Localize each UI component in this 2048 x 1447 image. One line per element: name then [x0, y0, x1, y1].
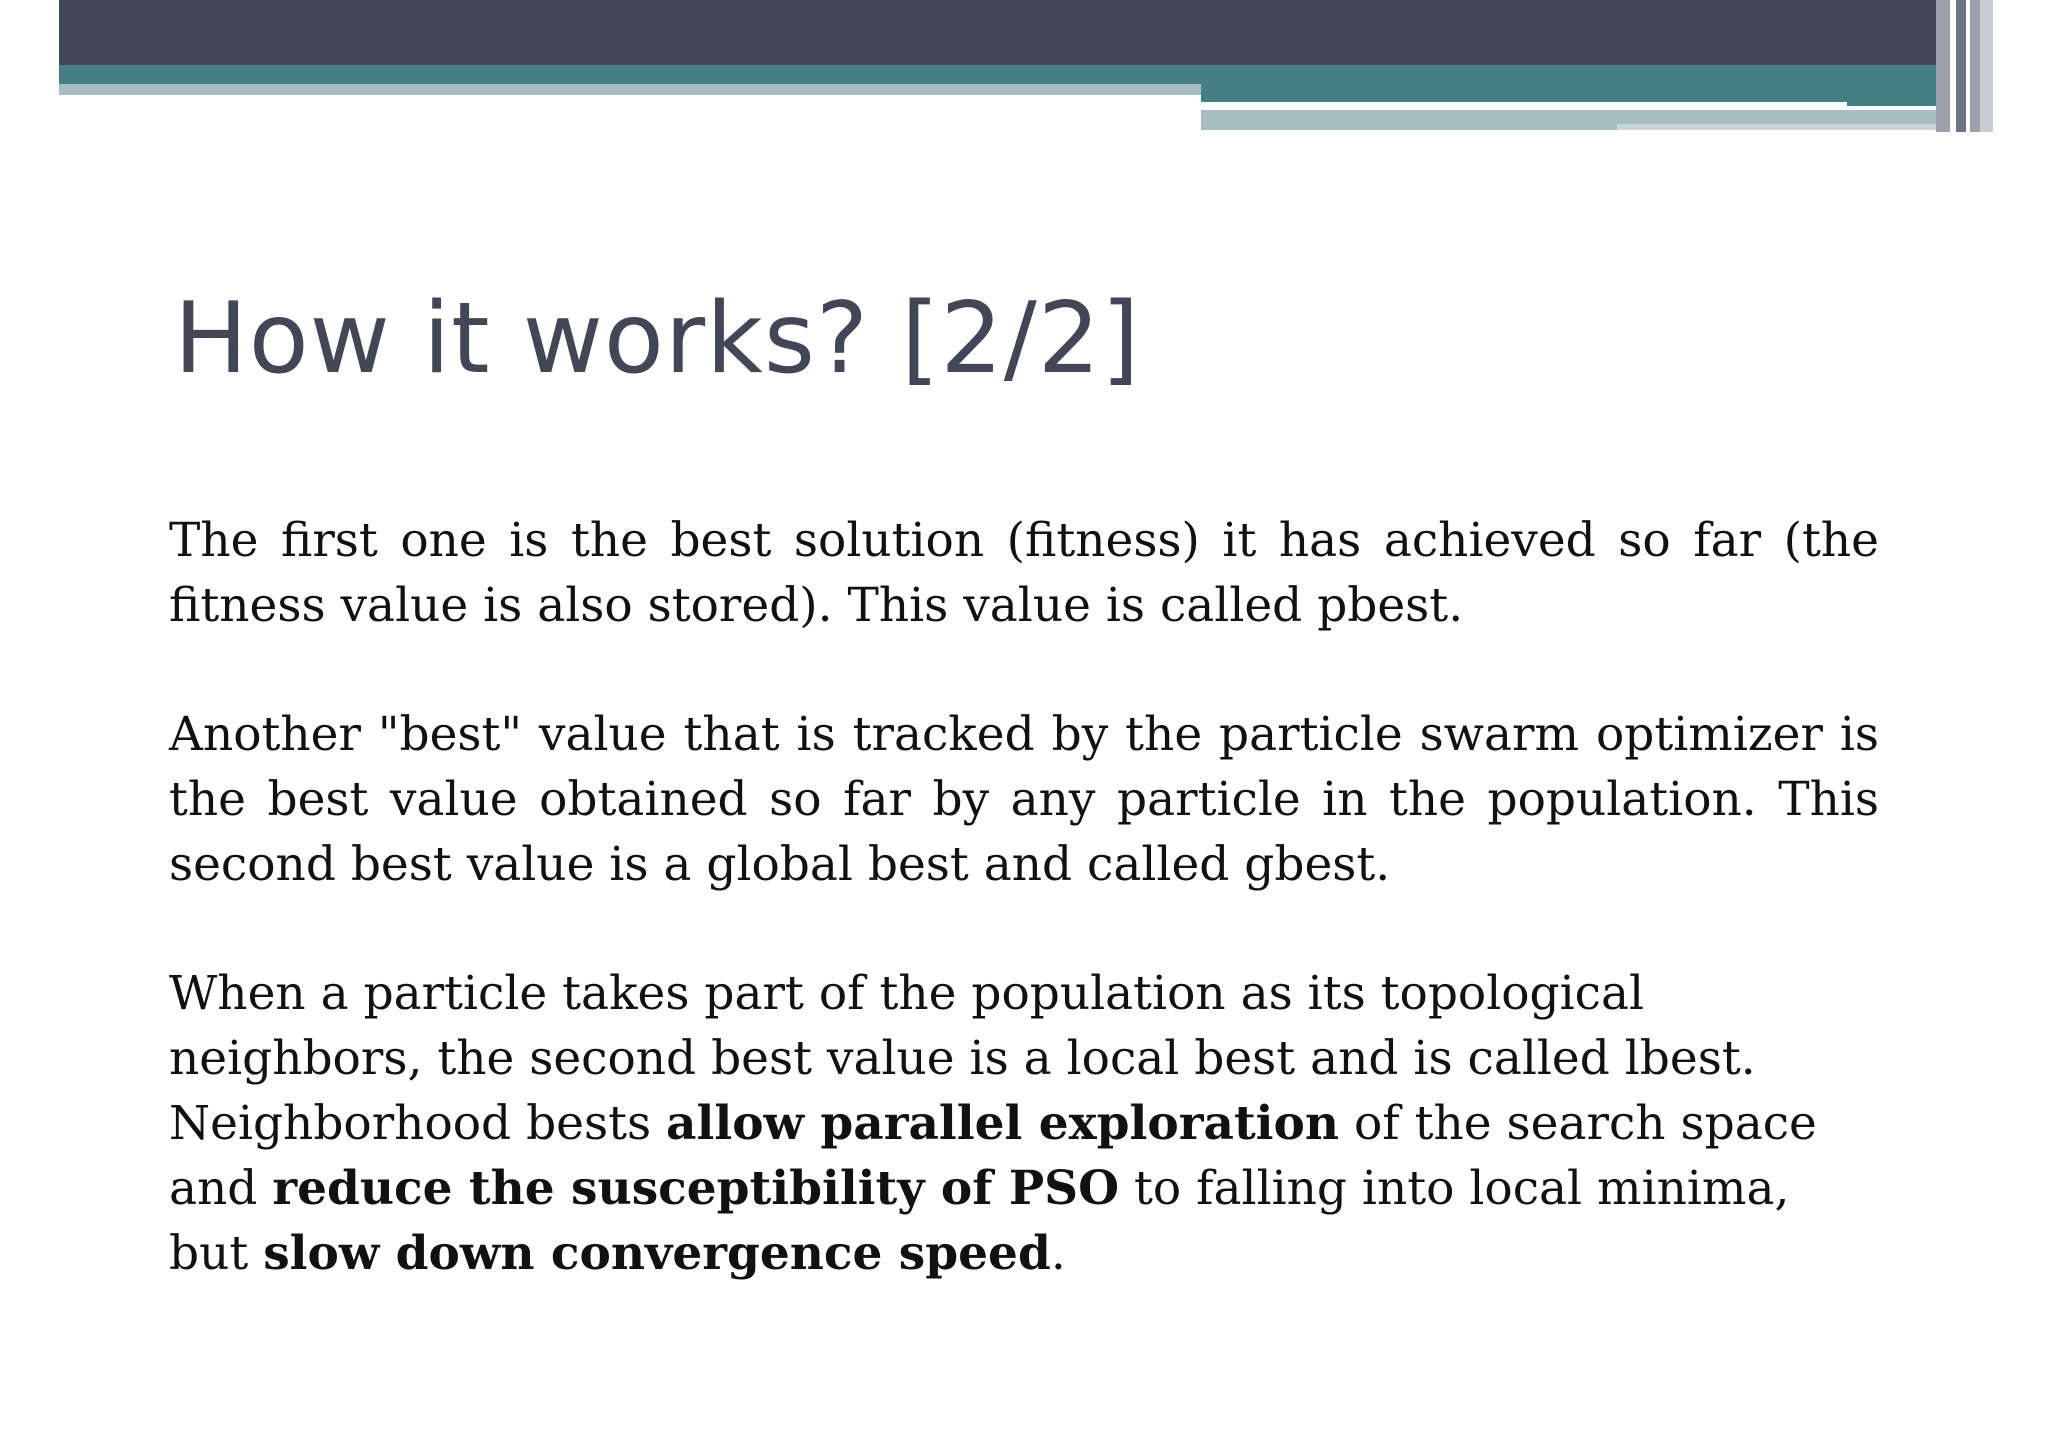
header-band-teal	[59, 65, 1993, 84]
emphasis-text: allow parallel exploration	[666, 1096, 1340, 1151]
paragraph-pbest	[169, 508, 1879, 638]
body-text-segment: When a particle takes part of the population as its topological neighbors, the second best value is a local best and is called lbest. Neighborhood bests	[169, 966, 1756, 1151]
header-band-light-left	[59, 84, 1201, 95]
body-text-segment: to falling into local minima, but	[169, 1161, 1790, 1281]
emphasis-text: slow down convergence speed	[263, 1226, 1051, 1281]
header-band-white-line	[1201, 102, 1847, 107]
emphasis-text: reduce the susceptibility of PSO	[272, 1161, 1120, 1216]
body-text-segment: Another "best" value that is tracked by the particle swarm optimizer is the best value obtained so far by any particle in the population. This second best value is a global best and called gbest.	[169, 707, 1879, 892]
body-text-segment: .	[1050, 1226, 1066, 1281]
header-band-dark	[59, 0, 1993, 65]
header-edge-stripes	[1936, 0, 1993, 132]
slide-body	[169, 508, 1879, 1350]
paragraph-gbest	[169, 702, 1879, 897]
body-text-segment: The first one is the best solution (fitness) it has achieved so far (the fitness value is also stored). This value is called pbest.	[169, 513, 1879, 633]
slide-title: How it works? [2/2]	[174, 282, 1141, 396]
body-text-segment: of the search space and	[169, 1096, 1817, 1216]
paragraph-lbest	[169, 961, 1879, 1286]
